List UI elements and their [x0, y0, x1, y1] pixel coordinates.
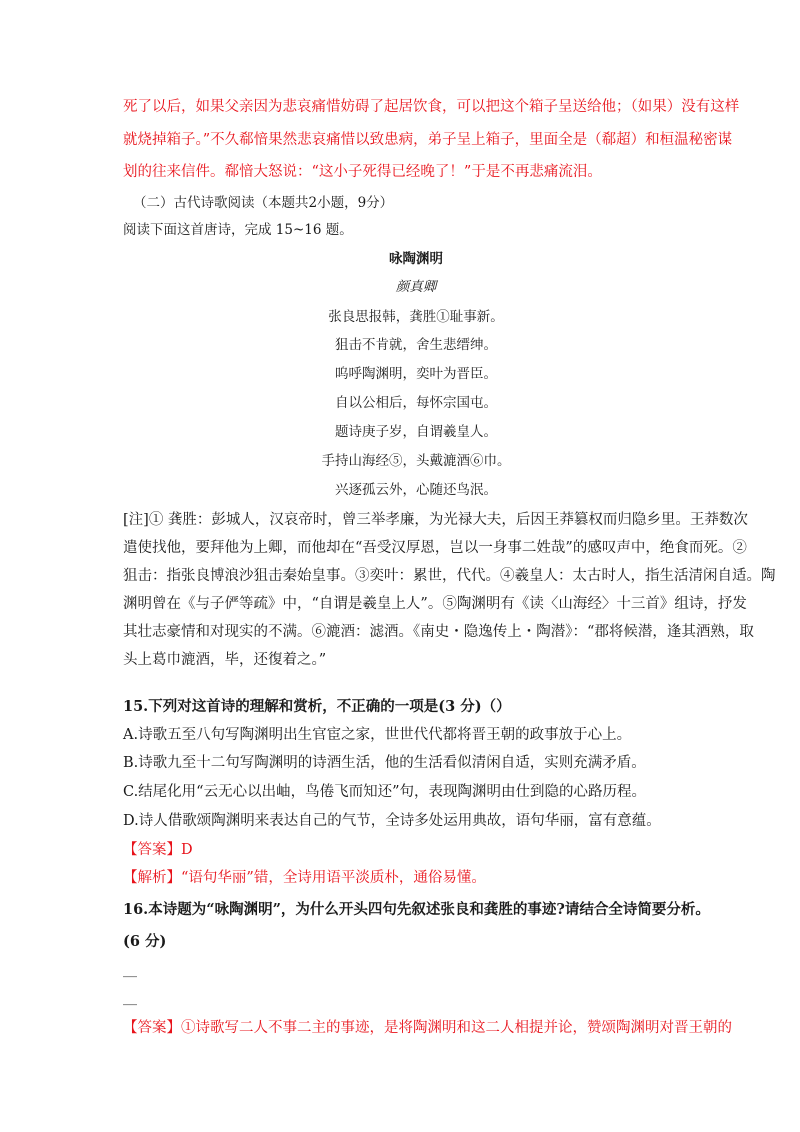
- q15-stem: 15.下列对这首诗的理解和赏析，不正确的一项是(3 分)（）: [123, 698, 511, 715]
- poem-line: 自以公相后，每怀宗国屯。: [335, 395, 497, 411]
- q16-stem-line-2: (6 分): [123, 933, 167, 950]
- poem-line: 狙击不肯就，舍生悲缙绅。: [335, 337, 497, 353]
- note-line: 其壮志豪情和对现实的不满。⑥漉酒：滤酒。《南史・隐逸传上・陶潜》：“郡将候潜，逢其酒熟，取: [123, 624, 754, 640]
- poem-line: 兴逐孤云外，心随还鸟泯。: [335, 482, 497, 498]
- section-heading: （二）古代诗歌阅读（本题共2小题，9分）: [133, 195, 394, 211]
- analysis-text: “语句华丽”错，全诗用语平淡质朴，通俗易懂。: [181, 870, 486, 886]
- poem-line: 呜呼陶渊明，奕叶为晋臣。: [335, 366, 497, 382]
- q15-option-a: A.诗歌五至八句写陶渊明出生官宦之家，世世代代都将晋王朝的政事放于心上。: [123, 727, 632, 743]
- answer-value: D: [181, 842, 193, 858]
- answer-tag: 【答案】: [123, 842, 181, 858]
- q15-answer: [123, 840, 193, 860]
- poem-line: 手持山海经⑤，头戴漉酒⑥巾。: [321, 453, 511, 469]
- note-line: 头上葛巾漉酒，毕，还復着之。”: [123, 652, 327, 668]
- q15-option-b: B.诗歌九至十二句写陶渊明的诗酒生活，他的生活看似清闲自适，实则充满矛盾。: [123, 755, 646, 771]
- q15-option-d: D.诗人借歌颂陶渊明来表达自己的气节，全诗多处运用典故，语句华丽，富有意蕴。: [123, 813, 661, 829]
- poem-line: 题诗庚子岁，自谓羲皇人。: [335, 424, 497, 440]
- answer-blank: __: [123, 990, 137, 1006]
- q15-analysis: [123, 868, 486, 888]
- poem-author: 颜真卿: [395, 279, 437, 295]
- translation-line-2: 就烧掉箱子。”不久郗愔果然悲哀痛惜以致患病，弟子呈上箱子，里面全是（郗超）和桓温秘密谋: [123, 132, 733, 148]
- answer-text: ①诗歌写二人不事二主的事迹，是将陶渊明和这二人相提并论，赞颂陶渊明对晋王朝的: [181, 1020, 732, 1036]
- q16-stem-line-1: 16.本诗题为“咏陶渊明”，为什么开头四句先叙述张良和龚胜的事迹?请结合全诗简要分析。: [123, 901, 710, 918]
- note-line: 渊明曾在《与子俨等疏》中，“自谓是羲皇上人”。⑤陶渊明有《读〈山海经〉十三首》组诗，抒发: [123, 596, 747, 612]
- answer-blank: __: [123, 962, 137, 978]
- translation-line-1: 死了以后，如果父亲因为悲哀痛惜妨碍了起居饮食，可以把这个箱子呈送给他；（如果）没有这样: [123, 99, 740, 115]
- answer-tag: 【答案】: [123, 1020, 181, 1036]
- section-instruction: 阅读下面这首唐诗，完成 15~16 题。: [123, 222, 353, 238]
- note-line: [注]① 龚胜：彭城人，汉哀帝时，曾三举孝廉，为光禄大夫，后因王莽篡权而归隐乡里。王莽数次: [123, 512, 748, 528]
- poem-title: 咏陶渊明: [389, 251, 443, 267]
- note-line: 狙击：指张良博浪沙狙击秦始皇事。③奕叶：累世，代代。④羲皇人：太古时人，指生活清闲自适。陶: [123, 568, 776, 584]
- q16-answer: [123, 1018, 732, 1038]
- analysis-tag: 【解析】: [123, 870, 181, 886]
- poem-line: 张良思报韩，龚胜①耻事新。: [328, 309, 504, 325]
- note-line: 遣使找他，要拜他为上卿，而他却在“吾受汉厚恩，岂以一身事二姓哉”的感叹声中，绝食而死。②: [123, 540, 747, 556]
- q15-option-c: C.结尾化用“云无心以出岫，鸟倦飞而知还”句，表现陶渊明由仕到隐的心路历程。: [123, 784, 647, 800]
- translation-line-3: 划的往来信件。郗愔大怒说：“这小子死得已经晚了！”于是不再悲痛流泪。: [123, 164, 602, 180]
